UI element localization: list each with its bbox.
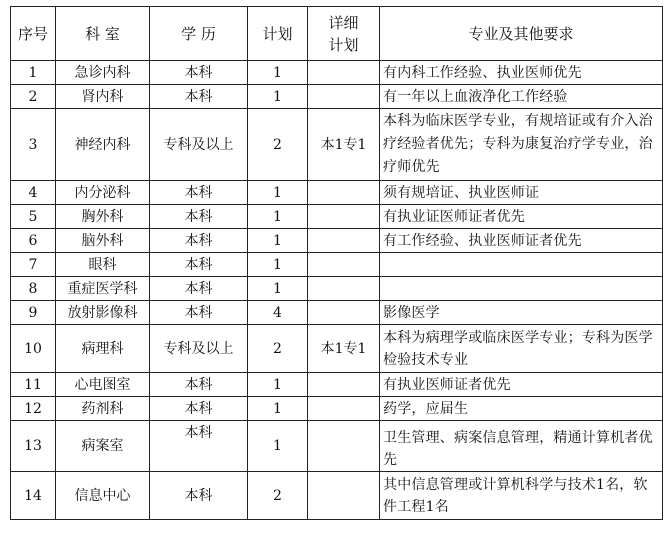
table-row <box>11 85 663 109</box>
row-dept: 内分泌科 <box>56 181 150 205</box>
row-req: 本科为病理学或临床医学专业；专科为医学检验技术专业 <box>380 325 663 373</box>
table-row <box>11 397 663 421</box>
row-no: 13 <box>11 421 56 472</box>
row-dept: 肾内科 <box>56 85 150 109</box>
row-detail <box>308 421 380 472</box>
row-req: 须有规培证、执业医师证 <box>380 181 663 205</box>
row-edu: 专科及以上 <box>150 325 248 373</box>
row-edu: 本科 <box>150 397 248 421</box>
table-row <box>11 181 663 205</box>
row-plan: 1 <box>248 61 308 85</box>
row-detail <box>308 253 380 277</box>
table-row <box>11 205 663 229</box>
header-row <box>11 7 663 61</box>
row-edu: 本科 <box>150 229 248 253</box>
row-plan: 2 <box>248 109 308 181</box>
row-plan: 2 <box>248 472 308 520</box>
row-req: 药学，应届生 <box>380 397 663 421</box>
row-edu: 本科 <box>150 181 248 205</box>
row-req: 有一年以上血液净化工作经验 <box>380 85 663 109</box>
row-req: 有内科工作经验、执业医师优先 <box>380 61 663 85</box>
row-edu: 本科 <box>150 277 248 301</box>
row-plan: 1 <box>248 277 308 301</box>
row-detail: 本1专1 <box>308 325 380 373</box>
row-dept: 眼科 <box>56 253 150 277</box>
row-req: 本科为临床医学专业，有规培证或有介入治疗经验者优先；专科为康复治疗学专业，治疗师优先 <box>380 109 663 181</box>
row-no: 12 <box>11 397 56 421</box>
row-dept: 神经内科 <box>56 109 150 181</box>
row-plan: 1 <box>248 205 308 229</box>
row-plan: 4 <box>248 301 308 325</box>
header-no: 序号 <box>11 7 56 61</box>
row-detail <box>308 301 380 325</box>
row-edu: 本科 <box>150 253 248 277</box>
row-detail <box>308 472 380 520</box>
row-no: 2 <box>11 85 56 109</box>
table-row <box>11 109 663 181</box>
row-edu: 本科 <box>150 301 248 325</box>
row-dept: 病理科 <box>56 325 150 373</box>
row-detail <box>308 397 380 421</box>
table-row <box>11 301 663 325</box>
row-plan: 1 <box>248 85 308 109</box>
row-no: 1 <box>11 61 56 85</box>
table-row <box>11 421 663 472</box>
row-edu: 本科 <box>150 373 248 397</box>
table-row <box>11 229 663 253</box>
row-edu: 本科 <box>150 421 248 472</box>
row-no: 10 <box>11 325 56 373</box>
row-no: 7 <box>11 253 56 277</box>
row-plan: 1 <box>248 181 308 205</box>
row-no: 9 <box>11 301 56 325</box>
row-detail <box>308 277 380 301</box>
header-plan: 计划 <box>248 7 308 61</box>
row-no: 8 <box>11 277 56 301</box>
table-row <box>11 373 663 397</box>
table-row <box>11 253 663 277</box>
row-plan: 1 <box>248 229 308 253</box>
row-detail <box>308 61 380 85</box>
row-dept: 放射影像科 <box>56 301 150 325</box>
row-dept: 重症医学科 <box>56 277 150 301</box>
table-row <box>11 325 663 373</box>
recruitment-table <box>10 6 663 520</box>
row-no: 14 <box>11 472 56 520</box>
row-req: 有执业医师证者优先 <box>380 373 663 397</box>
row-dept: 急诊内科 <box>56 61 150 85</box>
row-detail <box>308 373 380 397</box>
row-edu: 本科 <box>150 472 248 520</box>
table-row <box>11 472 663 520</box>
row-req: 有执业证医师证者优先 <box>380 205 663 229</box>
row-detail <box>308 85 380 109</box>
row-req <box>380 253 663 277</box>
row-plan: 1 <box>248 253 308 277</box>
row-no: 4 <box>11 181 56 205</box>
table-row <box>11 277 663 301</box>
row-no: 5 <box>11 205 56 229</box>
row-dept: 脑外科 <box>56 229 150 253</box>
row-detail <box>308 205 380 229</box>
header-req: 专业及其他要求 <box>380 7 663 61</box>
row-detail <box>308 229 380 253</box>
row-no: 11 <box>11 373 56 397</box>
row-dept: 病案室 <box>56 421 150 472</box>
row-req: 影像医学 <box>380 301 663 325</box>
header-edu: 学 历 <box>150 7 248 61</box>
row-req <box>380 277 663 301</box>
row-edu: 本科 <box>150 205 248 229</box>
table-row <box>11 61 663 85</box>
row-edu: 专科及以上 <box>150 109 248 181</box>
row-no: 3 <box>11 109 56 181</box>
row-dept: 药剂科 <box>56 397 150 421</box>
row-edu: 本科 <box>150 85 248 109</box>
row-dept: 心电图室 <box>56 373 150 397</box>
header-detail: 详细 计划 <box>308 7 380 61</box>
row-detail: 本1专1 <box>308 109 380 181</box>
row-edu: 本科 <box>150 61 248 85</box>
row-plan: 2 <box>248 325 308 373</box>
row-plan: 1 <box>248 397 308 421</box>
header-dept: 科 室 <box>56 7 150 61</box>
row-no: 6 <box>11 229 56 253</box>
row-detail <box>308 181 380 205</box>
row-plan: 1 <box>248 373 308 397</box>
row-req: 其中信息管理或计算机科学与技术1名，软件工程1名 <box>380 472 663 520</box>
row-req: 卫生管理、病案信息管理，精通计算机者优先 <box>380 421 663 472</box>
row-dept: 胸外科 <box>56 205 150 229</box>
row-dept: 信息中心 <box>56 472 150 520</box>
row-plan: 1 <box>248 421 308 472</box>
row-req: 有工作经验、执业医师证者优先 <box>380 229 663 253</box>
